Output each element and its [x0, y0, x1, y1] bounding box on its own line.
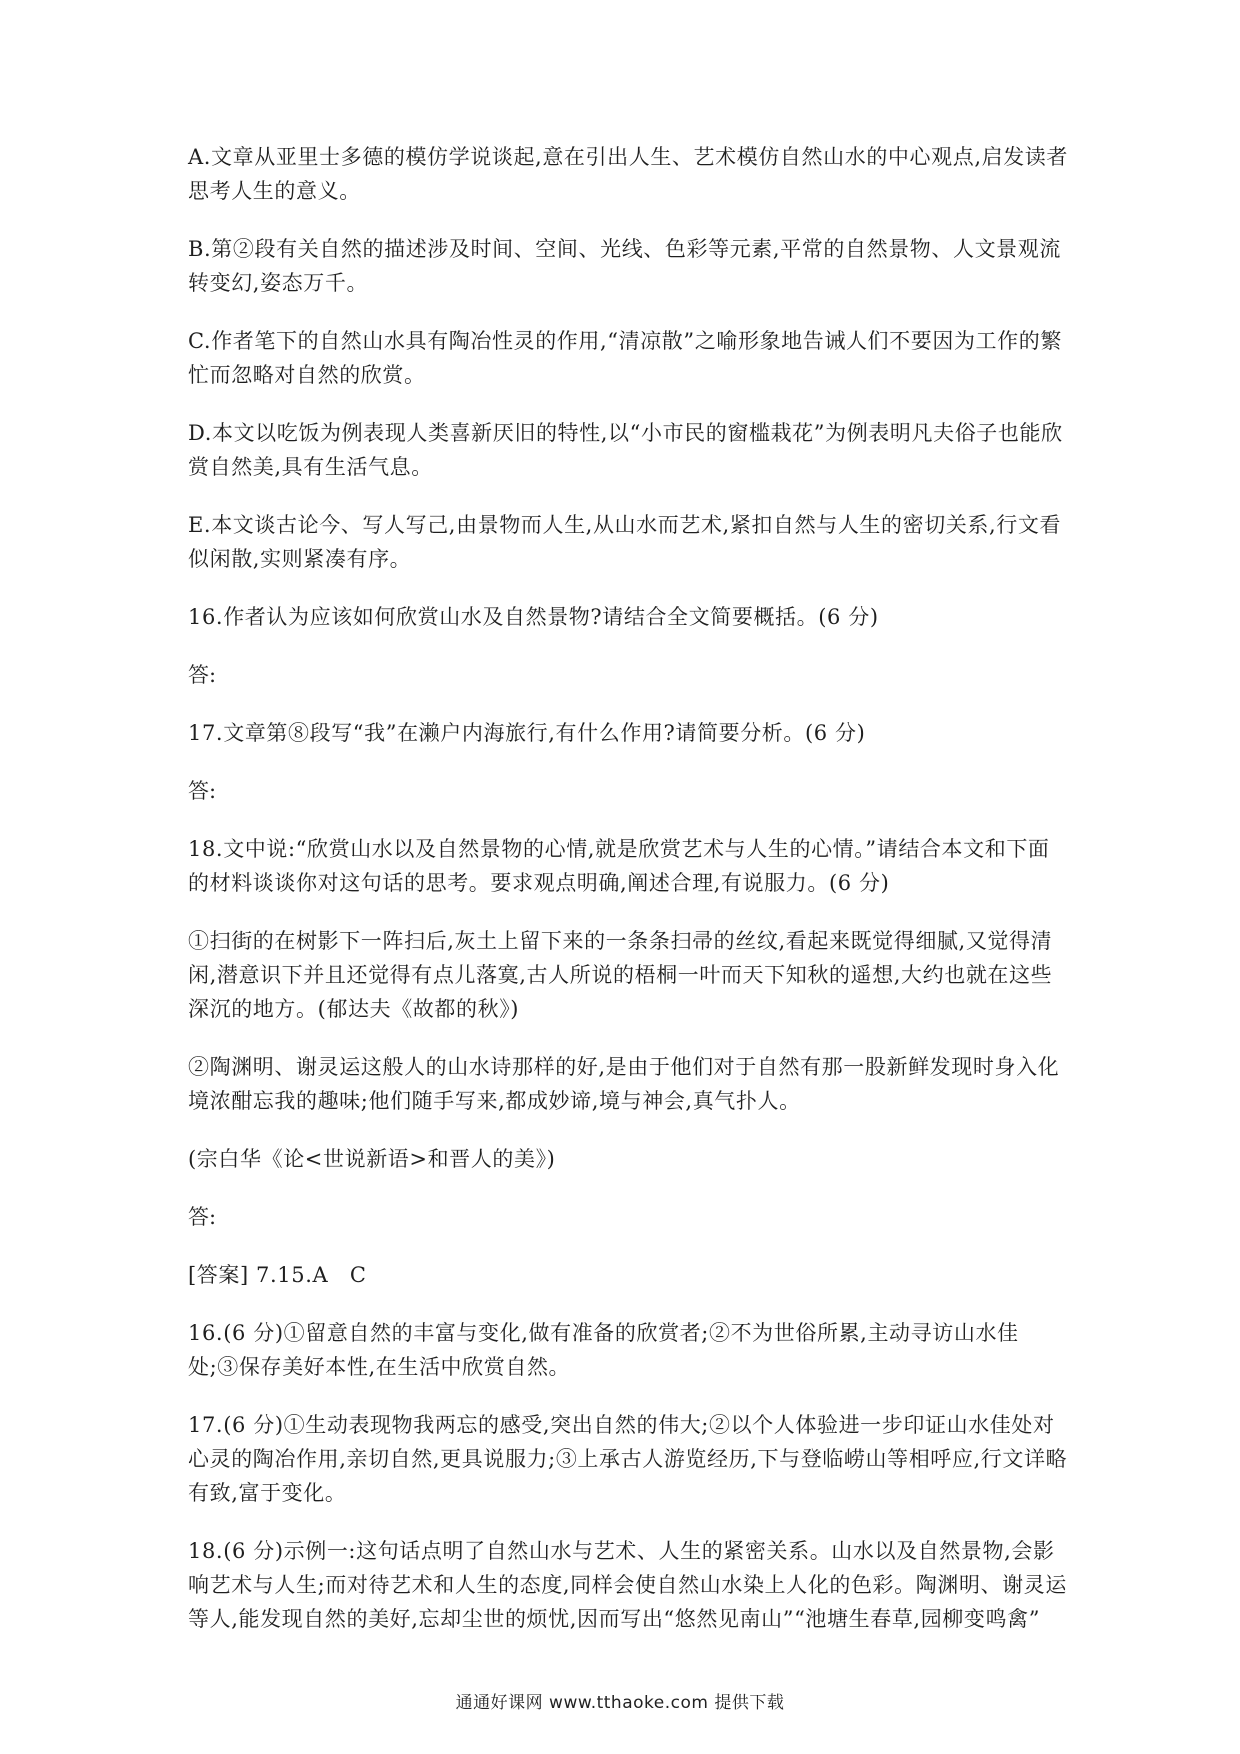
material-1: ①扫街的在树影下一阵扫后,灰土上留下来的一条条扫帚的丝纹,看起来既觉得细腻,又觉得清闲,潜意识下并且还觉得有点儿落寞,古人所说的梧桐一叶而天下知秋的遥想,大约也就在这些深沉的地方。(郁达夫《故都的秋》) [188, 929, 1053, 1021]
question-16: 16.作者认为应该如何欣赏山水及自然景物?请结合全文简要概括。(6 分) [188, 605, 879, 629]
answer-17: 17.(6 分)①生动表现物我两忘的感受,突出自然的伟大;②以个人体验进一步印证山水佳处对心灵的陶冶作用,亲切自然,更具说服力;③上承古人游览经历,下与登临崂山等相呼应,行文详略有致,富于变化。 [188, 1413, 1068, 1505]
question-17: 17.文章第⑧段写“我”在濑户内海旅行,有什么作用?请简要分析。(6 分) [188, 721, 866, 745]
option-c: C.作者笔下的自然山水具有陶冶性灵的作用,“清凉散”之喻形象地告诫人们不要因为工作的繁忙而忽略对自然的欣赏。 [188, 329, 1062, 387]
answer-key-header: [答案] 7.15.A C [188, 1263, 367, 1287]
page-footer: 通通好课网 www.tthaoke.com 提供下载 [455, 1693, 785, 1713]
question-18: 18.文中说:“欣赏山水以及自然景物的心情,就是欣赏艺术与人生的心情。”请结合本文和下面的材料谈谈你对这句话的思考。要求观点明确,阐述合理,有说服力。(6 分) [188, 837, 1050, 895]
material-2: ②陶渊明、谢灵运这般人的山水诗那样的好,是由于他们对于自然有那一股新鲜发现时身入化境浓酣忘我的趣味;他们随手写来,都成妙谛,境与神会,真气扑人。 [188, 1055, 1060, 1113]
document-body [188, 140, 1068, 1660]
answer-label-16: 答: [188, 663, 217, 687]
answer-16: 16.(6 分)①留意自然的丰富与变化,做有准备的欣赏者;②不为世俗所累,主动寻访山水佳处;③保存美好本性,在生活中欣赏自然。 [188, 1321, 1019, 1379]
answer-18: 18.(6 分)示例一:这句话点明了自然山水与艺术、人生的紧密关系。山水以及自然景物,会影响艺术与人生;而对待艺术和人生的态度,同样会使自然山水染上人化的色彩。陶渊明、谢灵运等人,能发现自然的美好,忘却尘世的烦忧,因而写出“悠然见南山”“池塘生春草,园柳变鸣禽” [188, 1539, 1067, 1631]
option-a: A.文章从亚里士多德的模仿学说谈起,意在引出人生、艺术模仿自然山水的中心观点,启发读者思考人生的意义。 [188, 145, 1068, 203]
answer-label-18: 答: [188, 1205, 217, 1229]
material-2-source: (宗白华《论<世说新语>和晋人的美》) [188, 1147, 556, 1171]
option-e: E.本文谈古论今、写人写己,由景物而人生,从山水而艺术,紧扣自然与人生的密切关系,行文看似闲散,实则紧凑有序。 [188, 513, 1062, 571]
option-b: B.第②段有关自然的描述涉及时间、空间、光线、色彩等元素,平常的自然景物、人文景观流转变幻,姿态万千。 [188, 237, 1061, 295]
option-d: D.本文以吃饭为例表现人类喜新厌旧的特性,以“小市民的窗槛栽花”为例表明凡夫俗子也能欣赏自然美,具有生活气息。 [188, 421, 1063, 479]
answer-label-17: 答: [188, 779, 217, 803]
